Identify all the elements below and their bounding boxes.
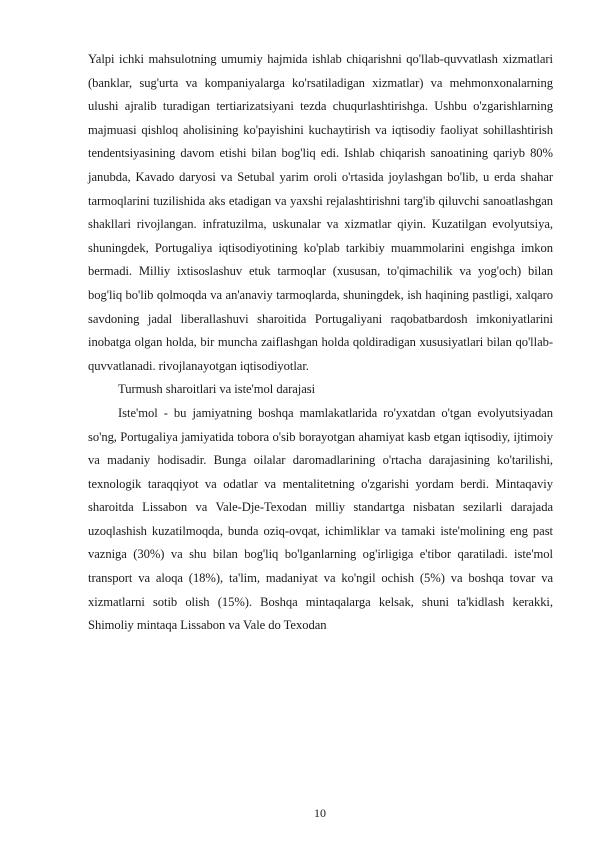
body-text xyxy=(88,48,553,638)
paragraph-economy: Yalpi ichki mahsulotning umumiy hajmida ishlab chiqarishni qo'llab-quvvatlash xizmatlari (banklar, sug'urta va kompaniyalarga ko'rsatiladigan xizmatlar) va mehmonxonalarning ulushi ajralib turadigan tertiarizatsiyani tezda chuqurlashtirishga. Ushbu o'zgarishlarning majmuasi qishloq aholisining ko'payishini kuchaytirish va iqtisodiy faoliyat sohillashtirish tendentsiyasining davom etishi bilan bog'liq edi. Ishlab chiqarish sanoatining qariyb 80% janubda, Kavado daryosi va Setubal yarim oroli o'rtasida joylashgan bo'lib, u erda shahar tarmoqlarini tuzilishida aks etadigan va yaxshi rejalashtirishni targ'ib qiluvchi sanoatlashgan shakllari rivojlangan. infratuzilma, uskunalar va xizmatlar qiyin. Kuzatilgan evolyutsiya, shuningdek, Portugaliya iqtisodiyotining ko'plab tarkibiy muammolarini engishga imkon bermadi. Milliy ixtisoslashuv etuk tarmoqlar (xususan, to'qimachilik va yog'och) bilan bog'liq bo'lib qolmoqda va an'anaviy tarmoqlarda, shuningdek, ish haqining pastligi, xalqaro savdoning jadal liberallashuvi sharoitida Portugaliyani raqobatbardosh imkoniyatlarini inobatga olgan holda, bir muncha zaiflashgan holda qoldiradigan xususiyatlari bilan qo'llab-quvvatlanadi. rivojlanayotgan iqtisodiyotlar. xyxy=(88,52,553,373)
section-heading: Turmush sharoitlari va iste'mol darajasi xyxy=(118,382,316,397)
paragraph-consumption: Iste'mol - bu jamiyatning boshqa mamlakatlarida ro'yxatdan o'tgan evolyutsiyadan so'ng, Portugaliya jamiyatida tobora o'sib borayotgan ahamiyat kasb etgan iqtisodiy, ijtimoiy va madaniy hodisadir. Bunga oilalar daromadlarining o'rtacha darajasining ko'tarilishi, texnologik taraqqiyot va odatlar va mentalitetning o'zgarishi yordam berdi. Mintaqaviy sharoitda Lissabon va Vale-Dje-Texodan milliy standartga nisbatan sezilarli darajada uzoqlashish kuzatilmoqda, bunda oziq-ovqat, ichimliklar va tamaki iste'molining eng past vazniga (30%) va shu bilan bog'liq bo'lganlarning og'irligiga e'tibor qaratiladi. iste'mol transport va aloqa (18%), ta'lim, madaniyat va ko'ngil ochish (5%) va boshqa tovar va xizmatlarni sotib olish (15%). Boshqa mintaqalarga kelsak, shuni ta'kidlash kerakki, Shimoliy mintaqa Lissabon va Vale do Texodan xyxy=(88,405,553,633)
page-number: 10 xyxy=(314,806,326,820)
